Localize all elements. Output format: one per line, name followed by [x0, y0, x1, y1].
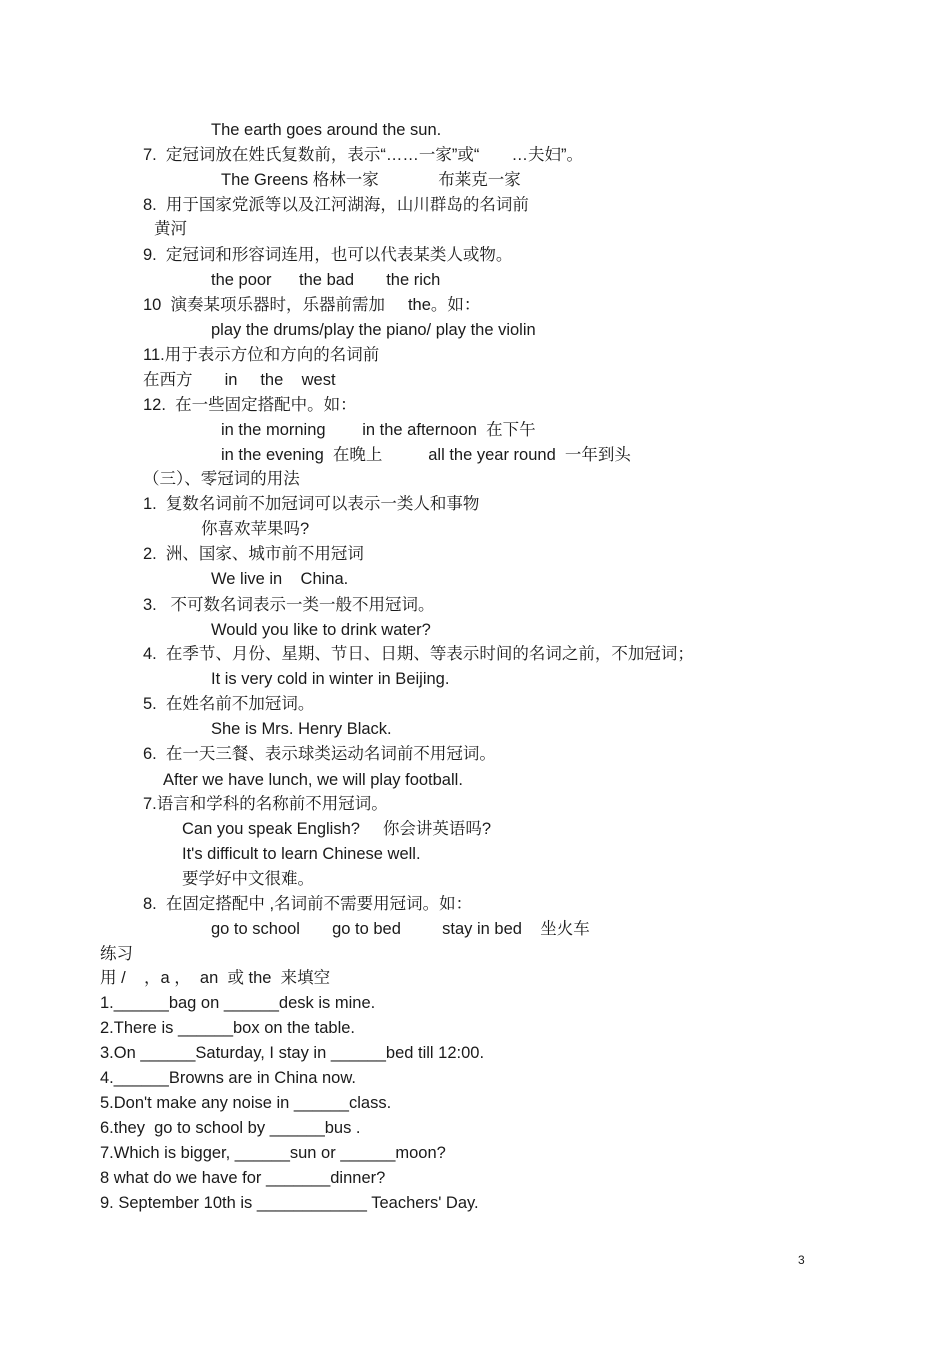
text-line: 6. 在一天三餐、表示球类运动名词前不用冠词。 [143, 745, 496, 763]
text-line: It is very cold in winter in Beijing. [211, 670, 450, 688]
exercise-item: 3.On ______Saturday, I stay in ______bed till 12:00. [100, 1044, 485, 1062]
text-line: The Greens 格林一家 布莱克一家 [221, 171, 521, 189]
exercise-instruction: 用 / ，a ， an 或 the 来填空 [100, 969, 331, 987]
exercise-item: 7.Which is bigger, ______sun or ______moon? [100, 1144, 446, 1162]
text-line: in the evening 在晚上 all the year round 一年到头 [221, 446, 631, 464]
exercise-item: 8 what do we have for _______dinner? [100, 1169, 386, 1187]
text-line: play the drums/play the piano/ play the violin [211, 321, 536, 339]
text-line: in the morning in the afternoon 在下午 [221, 421, 536, 439]
text-line: 1. 复数名词前不加冠词可以表示一类人和事物 [143, 495, 480, 513]
text-line: 3. 不可数名词表示一类一般不用冠词。 [143, 596, 435, 614]
exercise-item: 6.they go to school by ______bus . [100, 1119, 361, 1137]
text-line: Can you speak English? 你会讲英语吗? [182, 820, 492, 838]
text-line: 7. 定冠词放在姓氏复数前，表示“……一家”或“ …夫妇”。 [143, 146, 583, 164]
exercise-item: 1.______bag on ______desk is mine. [100, 994, 376, 1012]
section-heading: （三）、零冠词的用法 [143, 470, 300, 488]
text-line: 10 演奏某项乐器时，乐器前需加 the。如： [143, 296, 481, 314]
text-line: go to school go to bed stay in bed 坐火车 [211, 920, 590, 938]
text-line: 11.用于表示方位和方向的名词前 [143, 346, 380, 364]
text-line: The earth goes around the sun. [211, 121, 442, 139]
exercise-item: 9. September 10th is ____________ Teachers' Day. [100, 1194, 479, 1212]
text-line: 要学好中文很难。 [182, 870, 314, 888]
text-line: 8. 在固定搭配中 ,名词前不需要用冠词。如： [143, 895, 473, 913]
text-line: 5. 在姓名前不加冠词。 [143, 695, 315, 713]
text-line: the poor the bad the rich [211, 271, 441, 289]
exercise-item: 2.There is ______box on the table. [100, 1019, 356, 1037]
text-line: 在西方 in the west [143, 371, 336, 389]
text-line: Would you like to drink water? [211, 621, 431, 639]
text-line: 黄河 [154, 220, 187, 238]
page-number: 3 [798, 1253, 805, 1267]
text-line: It's difficult to learn Chinese well. [182, 845, 421, 863]
text-line: She is Mrs. Henry Black. [211, 720, 392, 738]
text-line: After we have lunch, we will play football. [163, 771, 463, 789]
text-line: 12. 在一些固定搭配中。如： [143, 396, 357, 414]
text-line: 7.语言和学科的名称前不用冠词。 [143, 795, 388, 813]
exercise-heading: 练习 [100, 945, 133, 963]
text-line: 9. 定冠词和形容词连用，也可以代表某类人或物。 [143, 246, 513, 264]
text-line: We live in China. [211, 570, 349, 588]
text-line: 2. 洲、国家、城市前不用冠词 [143, 545, 364, 563]
text-line: 8. 用于国家党派等以及江河湖海，山川群岛的名词前 [143, 196, 529, 214]
text-line: 你喜欢苹果吗? [201, 520, 310, 538]
text-line: 4. 在季节、月份、星期、节日、日期、等表示时间的名词之前，不加冠词； [143, 645, 694, 663]
exercise-item: 5.Don't make any noise in ______class. [100, 1094, 392, 1112]
exercise-item: 4.______Browns are in China now. [100, 1069, 356, 1087]
